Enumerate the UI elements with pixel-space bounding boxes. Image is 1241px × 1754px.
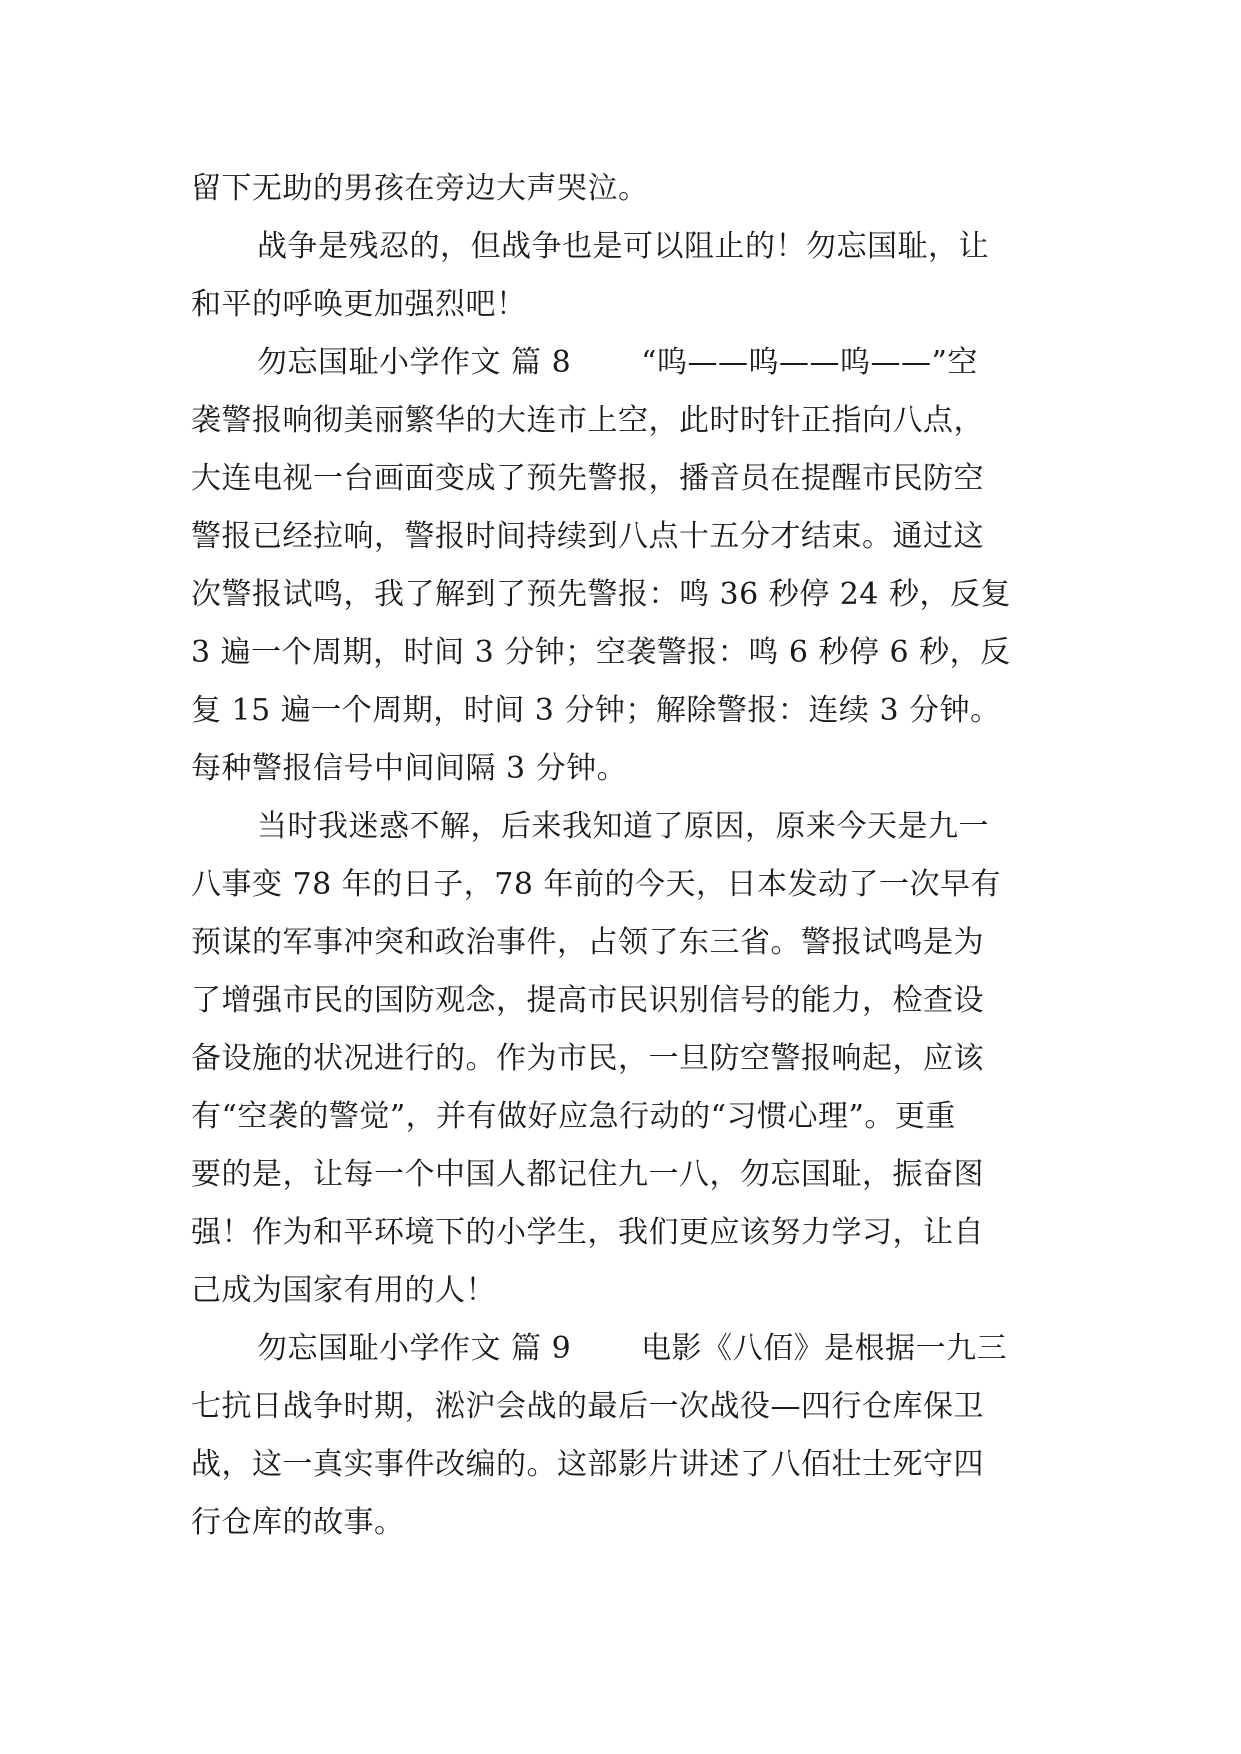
text-line: 留下无助的男孩在旁边大声哭泣。 [191, 171, 649, 206]
text-line: 电影《八佰》是根据一九三 [641, 1331, 1008, 1366]
text-line: 战，这一真实事件改编的。这部影片讲述了八佰壮士死守四 [191, 1447, 984, 1482]
essay-body [191, 160, 1061, 1552]
text-line: 警报已经拉响，警报时间持续到八点十五分才结束。通过这 [191, 519, 984, 554]
text-line: 备设施的状况进行的。作为市民，一旦防空警报响起，应该 [191, 1041, 984, 1076]
text-line: 有“空袭的警觉”，并有做好应急行动的“习惯心理”。更重 [191, 1099, 956, 1134]
text-line: 强！作为和平环境下的小学生，我们更应该努力学习，让自 [191, 1215, 984, 1250]
text-line: 次警报试鸣，我了解到了预先警报：鸣 36 秒停 24 秒，反复 [191, 577, 1011, 612]
text-line: 预谋的军事冲突和政治事件，占领了东三省。警报试鸣是为 [191, 925, 984, 960]
text-line: 当时我迷惑不解，后来我知道了原因，原来今天是九一 [257, 809, 989, 844]
section-heading-line [191, 334, 1061, 392]
text-line: 每种警报信号中间间隔 3 分钟。 [191, 751, 628, 786]
text-line: 要的是，让每一个中国人都记住九一八，勿忘国耻，振奋图 [191, 1157, 984, 1192]
text-line: 3 遍一个周期，时间 3 分钟；空袭警报：鸣 6 秒停 6 秒，反 [191, 635, 1011, 670]
text-line: 袭警报响彻美丽繁华的大连市上空，此时时针正指向八点， [191, 403, 984, 438]
text-line: 了增强市民的国防观念，提高市民识别信号的能力，检查设 [191, 983, 984, 1018]
text-line: 己成为国家有用的人！ [191, 1273, 496, 1308]
section-heading: 勿忘国耻小学作文 篇 9 [257, 1331, 572, 1366]
section-heading: 勿忘国耻小学作文 篇 8 [257, 345, 572, 380]
text-line: “呜——呜——呜——”空 [641, 345, 978, 380]
section-heading-line [191, 1320, 1061, 1378]
text-line: 七抗日战争时期，淞沪会战的最后一次战役—四行仓库保卫 [191, 1389, 984, 1424]
text-line: 八事变 78 年的日子，78 年前的今天，日本发动了一次早有 [191, 867, 1001, 902]
text-line: 复 15 遍一个周期，时间 3 分钟；解除警报：连续 3 分钟。 [191, 693, 1001, 728]
text-line: 大连电视一台画面变成了预先警报，播音员在提醒市民防空 [191, 461, 984, 496]
text-line: 行仓库的故事。 [191, 1505, 405, 1540]
text-line: 战争是残忍的，但战争也是可以阻止的！勿忘国耻，让 [257, 229, 989, 264]
text-line: 和平的呼唤更加强烈吧！ [191, 287, 527, 322]
